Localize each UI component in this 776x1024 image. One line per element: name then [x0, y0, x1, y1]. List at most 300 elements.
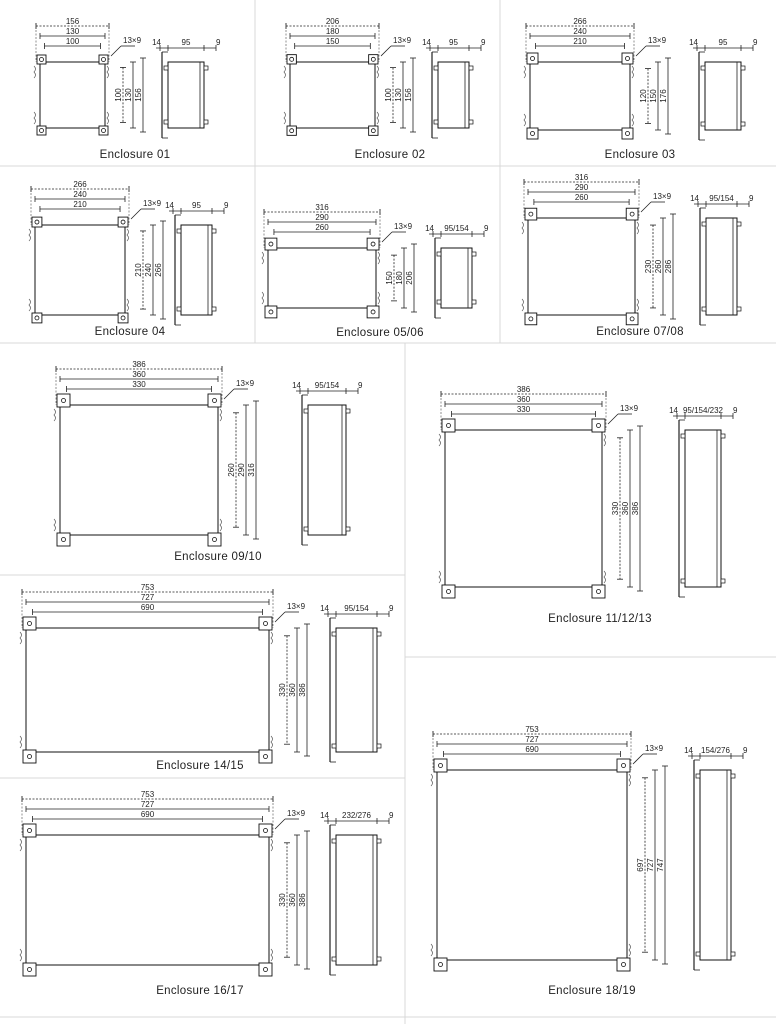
enclosure-e01-side-hinge: [164, 120, 168, 124]
enclosure-e0506-height-dim-label: 150: [385, 271, 394, 285]
enclosure-e1415-side-hinge: [332, 632, 336, 636]
enclosure-e0708-height-dim-label: 260: [654, 259, 663, 274]
enclosure-e1415-side-body: [336, 628, 377, 752]
enclosure-e1819-front-body: [437, 770, 627, 960]
enclosure-e1819-latch-mark: [431, 944, 433, 956]
enclosure-e02-title: Enclosure 02: [354, 149, 426, 161]
enclosure-e02-height-dim-label: 156: [404, 88, 413, 102]
enclosure-e0910-side-view: [292, 381, 363, 545]
enclosure-e04-side-latch: [212, 307, 216, 311]
enclosure-e02-height-dim-label: 130: [394, 88, 403, 102]
enclosure-e1617-title: Enclosure 16/17: [156, 985, 244, 997]
enclosure-e1617-mounting-hole: [28, 968, 32, 972]
enclosure-e1415-height-dim-label: 386: [298, 683, 307, 697]
enclosure-e0910-width-dim-label: 386: [132, 360, 146, 369]
enclosure-e0506-side-dims: [425, 224, 489, 237]
enclosure-e0506-front-body: [268, 248, 376, 308]
enclosure-e111213-side-latch: [721, 579, 725, 583]
enclosure-e0506-width-dim-label: 260: [315, 223, 329, 232]
enclosure-e03-mounting-hole: [531, 57, 535, 61]
enclosure-e01-bolt-spec-label: 13×9: [123, 36, 142, 45]
enclosure-e0708-side-body: [706, 218, 737, 315]
enclosure-e0910-latch-mark: [220, 409, 222, 421]
enclosure-e03-side-dim-lid: 9: [753, 38, 758, 47]
enclosure-e1617-latch-mark: [271, 839, 273, 851]
enclosure-e1819-side-dim-lid: 9: [743, 746, 748, 755]
enclosure-e0506-latch-mark: [378, 292, 380, 304]
enclosure-e02-width-dim-label: 150: [325, 37, 340, 46]
enclosure-e03-side-latch: [741, 66, 745, 70]
enclosure-e0708-mounting-hole: [630, 212, 634, 216]
enclosure-e03-mounting-hole: [531, 132, 535, 136]
enclosure-e111213-side-body: [685, 430, 721, 587]
enclosure-e02-side-latch: [469, 66, 473, 70]
enclosure-e111213-latch-mark: [439, 434, 441, 446]
enclosure-e111213-width-dim-2: [452, 405, 596, 417]
enclosure-e03-latch-mark: [524, 66, 526, 78]
enclosure-e01-side-latch: [204, 66, 208, 70]
enclosure-e1415-side-dims: [320, 604, 394, 617]
enclosure-e02-mounting-hole: [371, 57, 375, 61]
enclosure-e1415-side-view: [320, 604, 394, 762]
enclosure-e01-mounting-hole: [102, 129, 106, 133]
enclosure-e02-side-view: [422, 38, 486, 138]
enclosure-e0910-title: Enclosure 09/10: [174, 551, 262, 563]
enclosure-e1617-width-dim-label: 753: [140, 790, 155, 799]
enclosure-e1415-width-dim-label: 727: [140, 593, 155, 602]
enclosure-e111213-height-dim-label: 386: [631, 501, 640, 516]
enclosure-e02-width-dim-label: 206: [325, 17, 340, 26]
enclosure-e02-side-body: [438, 62, 469, 128]
enclosure-e04-side-body: [181, 225, 212, 315]
enclosure-e04-mounting-hole: [121, 220, 125, 224]
enclosure-e03-height-dim-2: [659, 58, 671, 134]
enclosure-e03-side-hinge: [701, 66, 705, 70]
enclosure-e04-height-dim-2: [154, 221, 166, 319]
enclosure-e111213-height-dim-label: 330: [611, 501, 620, 516]
enclosure-e0708-height-dim-label: 230: [644, 259, 653, 274]
enclosure-e02-width-dim-2: [295, 37, 371, 49]
enclosure-e03-height-dim-label: 150: [649, 89, 658, 103]
enclosure-e0506-mounting-hole: [371, 310, 375, 314]
enclosure-e01-width-dim-2: [45, 37, 101, 49]
enclosure-e0506-side-body: [441, 248, 472, 308]
enclosure-e02-side-latch: [469, 120, 473, 124]
enclosure-e04-side-latch: [212, 229, 216, 233]
enclosure-e03-latch-mark: [524, 114, 526, 126]
enclosure-e111213-latch-mark: [604, 571, 606, 583]
enclosure-e1617-bolt-spec-label: 13×9: [287, 809, 306, 818]
enclosure-e03-latch-mark: [632, 66, 634, 78]
enclosure-e1617-side-latch: [377, 957, 381, 961]
enclosure-e0708: [522, 173, 754, 338]
enclosure-e01-side-dims: [152, 38, 221, 51]
enclosure-e1415-side-latch: [377, 632, 381, 636]
enclosure-e1819-mounting-hole: [622, 764, 626, 768]
enclosure-e1617-width-dim-2: [33, 810, 263, 822]
enclosure-e04-mounting-hole: [35, 316, 39, 320]
enclosure-e1415-front-body: [26, 628, 269, 752]
enclosure-e1819-width-dim-label: 690: [525, 745, 539, 754]
enclosure-e1415-latch-mark: [20, 736, 22, 748]
enclosure-e0506-width-dim-label: 290: [315, 213, 329, 222]
enclosure-e01-side-dim-depth: 95: [181, 38, 191, 47]
enclosure-e04-side-dim-lid: 9: [224, 201, 229, 210]
enclosure-e03-bolt-spec-label: 13×9: [648, 36, 667, 45]
enclosure-e0708-width-dim-label: 260: [574, 193, 589, 202]
enclosure-e01-latch-mark: [107, 112, 109, 124]
enclosure-e01-side-dim-lid: 9: [216, 38, 221, 47]
enclosure-e01-width-dim-label: 156: [65, 17, 80, 26]
enclosure-e0910-side-latch: [346, 527, 350, 531]
enclosure-e04-title: Enclosure 04: [94, 326, 166, 338]
enclosure-e1617-side-hinge: [332, 957, 336, 961]
enclosure-e03-mounting-hole: [626, 132, 630, 136]
enclosure-e0708-side-view: [690, 194, 754, 325]
enclosure-e1415-width-dim-label: 753: [140, 583, 155, 592]
enclosure-e0708-bolt-leader: [641, 202, 651, 212]
enclosure-e02-side-hinge: [434, 66, 438, 70]
enclosure-e02-side-dim-flange: 14: [422, 38, 431, 47]
enclosure-e02-latch-mark: [284, 112, 286, 124]
enclosure-e0708-latch-mark: [522, 299, 524, 311]
enclosure-e0506-side-dim-lid: 9: [484, 224, 489, 233]
enclosure-e02-mounting-hole: [290, 129, 294, 133]
enclosure-e02-mounting-hole: [371, 129, 375, 133]
enclosure-e1617-height-dim-label: 330: [278, 893, 287, 907]
enclosure-e01-bolt-leader: [111, 46, 121, 56]
enclosure-e0708-latch-mark: [637, 222, 639, 234]
enclosure-e0506-latch-mark: [378, 252, 380, 264]
enclosure-e0910-mounting-hole: [62, 538, 66, 542]
enclosure-e1617-bolt-leader: [275, 819, 285, 829]
enclosure-e0910-side-dim-lid: 9: [358, 381, 363, 390]
enclosure-e01-width-dim-label: 130: [65, 27, 80, 36]
enclosure-e1415-side-latch: [377, 744, 381, 748]
enclosure-e0506-latch-mark: [262, 292, 264, 304]
enclosure-e02-side-hinge: [434, 120, 438, 124]
enclosure-e0506-side-latch: [472, 252, 476, 256]
enclosure-e0910-height-dim-label: 316: [247, 463, 256, 477]
enclosure-e04: [29, 180, 229, 338]
enclosure-e111213-side-view: [669, 406, 738, 597]
enclosure-e04-latch-mark: [127, 229, 129, 241]
enclosure-e03-mounting-hole: [626, 57, 630, 61]
enclosure-e1819-height-dim-label: 697: [636, 858, 645, 872]
enclosure-e1819: [431, 725, 748, 997]
enclosure-e0708-side-hinge: [702, 307, 706, 311]
enclosure-e03-title: Enclosure 03: [604, 149, 676, 161]
enclosure-e0910-front-body: [60, 405, 218, 535]
enclosure-e0506-side-dim-flange: 14: [425, 224, 434, 233]
enclosure-e1819-mounting-hole: [622, 963, 626, 967]
enclosure-e1617-latch-mark: [271, 949, 273, 961]
enclosure-e03-height-dim-label: 176: [659, 89, 668, 103]
enclosure-e0506-height-dim-label: 180: [395, 271, 404, 285]
enclosure-e111213-bolt-spec-label: 13×9: [620, 404, 639, 413]
enclosure-e1819-bolt-spec-label: 13×9: [645, 744, 664, 753]
enclosure-e1819-latch-mark: [431, 774, 433, 786]
enclosure-e01-height-dim-label: 130: [124, 88, 133, 102]
enclosure-e0910-bolt-leader: [224, 389, 234, 399]
enclosure-e0910-height-dim-2: [247, 401, 259, 539]
enclosure-e1415-height-dim-label: 330: [278, 683, 287, 697]
enclosure-e0506-height-dim-2: [405, 244, 417, 312]
enclosure-e04-side-hinge: [177, 229, 181, 233]
enclosure-e03-front-body: [530, 62, 630, 130]
enclosure-e1415-height-dim-2: [298, 624, 310, 756]
enclosure-e1617-side-dims: [320, 811, 394, 824]
enclosure-e0506-side-hinge: [437, 300, 441, 304]
enclosure-e0708-front-body: [528, 218, 635, 315]
enclosure-e0708-bolt-spec-label: 13×9: [653, 192, 672, 201]
enclosure-e02-side-dims: [422, 38, 486, 51]
enclosure-e0910-mounting-hole: [213, 399, 217, 403]
enclosure-e1415-latch-mark: [271, 632, 273, 644]
enclosure-e02-bolt-spec-label: 13×9: [393, 36, 412, 45]
enclosure-e0708-title: Enclosure 07/08: [596, 326, 684, 338]
enclosure-e1819-mounting-hole: [439, 963, 443, 967]
enclosure-e02-latch-mark: [377, 112, 379, 124]
enclosure-e0506-width-dim-2: [274, 223, 370, 235]
enclosure-e03-side-body: [705, 62, 741, 130]
enclosure-e0910-side-hinge: [304, 409, 308, 413]
enclosure-e1819-side-body: [700, 770, 731, 960]
enclosure-e1819-side-hinge: [696, 952, 700, 956]
enclosure-e03-height-dim-label: 120: [639, 89, 648, 103]
enclosure-e1617: [20, 790, 394, 997]
enclosure-e1415-side-dim-flange: 14: [320, 604, 329, 613]
enclosure-e04-mounting-hole: [121, 316, 125, 320]
enclosure-e0506-mounting-hole: [269, 242, 273, 246]
enclosure-e1819-side-hinge: [696, 774, 700, 778]
enclosure-e111213-height-dim-label: 360: [621, 501, 630, 516]
enclosure-e111213-mounting-hole: [447, 590, 451, 594]
enclosure-e111213-width-dim-label: 360: [516, 395, 531, 404]
enclosure-e0910-side-dim-depth: 95/154: [314, 381, 340, 390]
enclosure-e1617-side-view: [320, 811, 394, 975]
enclosure-e0708-width-dim-label: 316: [574, 173, 589, 182]
enclosure-e0708-latch-mark: [637, 299, 639, 311]
enclosure-e01-latch-mark: [34, 66, 36, 78]
enclosure-e01-side-dim-flange: 14: [152, 38, 161, 47]
enclosure-e04-latch-mark: [29, 229, 31, 241]
enclosure-e0910-side-hinge: [304, 527, 308, 531]
enclosure-e03-side-dim-depth: 95: [718, 38, 728, 47]
enclosure-e04-latch-mark: [127, 299, 129, 311]
enclosure-e01-latch-mark: [107, 66, 109, 78]
enclosure-e1819-width-dim-label: 727: [525, 735, 539, 744]
enclosure-e1617-side-hinge: [332, 839, 336, 843]
enclosure-e04-width-dim-label: 210: [73, 200, 87, 209]
enclosure-e1819-height-dim-label: 747: [656, 858, 665, 872]
enclosure-e02-mounting-hole: [290, 57, 294, 61]
enclosure-e1415-bolt-spec-label: 13×9: [287, 602, 306, 611]
enclosure-e04-mounting-hole: [35, 220, 39, 224]
enclosure-e03-side-dim-flange: 14: [689, 38, 698, 47]
enclosure-e0506-side-latch: [472, 300, 476, 304]
enclosure-e111213-mounting-hole: [447, 424, 451, 428]
enclosure-e1415-latch-mark: [271, 736, 273, 748]
enclosure-e02-bolt-leader: [381, 46, 391, 56]
enclosure-e0910-height-dim-label: 290: [237, 463, 246, 477]
enclosure-e1819-side-dim-depth: 154/276: [701, 746, 730, 755]
enclosure-e0708-side-dim-lid: 9: [749, 194, 754, 203]
enclosure-e0910-width-dim-label: 330: [132, 380, 146, 389]
enclosure-e0910-side-dim-flange: 14: [292, 381, 301, 390]
enclosure-e1617-latch-mark: [20, 949, 22, 961]
enclosure-e1415-width-dim-2: [33, 603, 263, 615]
enclosure-e0506-side-hinge: [437, 252, 441, 256]
enclosure-e111213-front-body: [445, 430, 602, 587]
enclosure-e03-side-view: [689, 38, 758, 140]
enclosure-e1819-side-view: [684, 746, 748, 970]
enclosure-e04-side-dim-depth: 95: [192, 201, 201, 210]
enclosure-e04-width-dim-label: 266: [73, 180, 87, 189]
enclosure-e111213-latch-mark: [439, 571, 441, 583]
enclosure-e0708-height-dim-2: [664, 214, 676, 319]
enclosure-e0708-side-dim-flange: 14: [690, 194, 699, 203]
enclosure-e03-side-latch: [741, 122, 745, 126]
enclosure-e111213-latch-mark: [604, 434, 606, 446]
enclosure-e0910-height-dim-label: 260: [227, 463, 236, 477]
enclosure-e111213-mounting-hole: [597, 424, 601, 428]
enclosure-e0506-side-dim-depth: 95/154: [444, 224, 469, 233]
enclosure-e0506-mounting-hole: [269, 310, 273, 314]
enclosure-e0708-side-dims: [690, 194, 754, 207]
enclosure-e1415-mounting-hole: [264, 622, 268, 626]
enclosure-e04-front-body: [35, 225, 125, 315]
enclosure-e02-height-dim-label: 100: [384, 88, 393, 102]
enclosure-e111213-side-hinge: [681, 579, 685, 583]
enclosure-e03-side-dims: [689, 38, 758, 51]
enclosure-e111213-side-dims: [669, 406, 738, 419]
enclosure-e0910-mounting-hole: [213, 538, 217, 542]
enclosure-e03-width-dim-2: [536, 37, 625, 49]
enclosure-e111213: [439, 385, 738, 625]
enclosure-e111213-width-dim-label: 386: [516, 385, 531, 394]
enclosure-e1819-latch-mark: [629, 944, 631, 956]
enclosure-e01-title: Enclosure 01: [99, 149, 171, 161]
enclosure-e02-front-body: [290, 62, 375, 128]
enclosure-e01-height-dim-2: [134, 58, 146, 132]
enclosure-e1415-mounting-hole: [28, 622, 32, 626]
enclosure-e1819-mounting-hole: [439, 764, 443, 768]
enclosure-e02-latch-mark: [284, 66, 286, 78]
enclosure-e01-side-latch: [204, 120, 208, 124]
enclosure-e0910-latch-mark: [54, 519, 56, 531]
enclosure-e1819-side-latch: [731, 774, 735, 778]
enclosure-e04-height-dim-label: 210: [134, 263, 143, 277]
enclosure-e1415-mounting-hole: [264, 755, 268, 759]
enclosure-e1415-side-hinge: [332, 744, 336, 748]
enclosure-e1819-width-dim-label: 753: [525, 725, 539, 734]
enclosure-e1617-side-latch: [377, 839, 381, 843]
enclosure-e0708-latch-mark: [522, 222, 524, 234]
enclosure-e1819-side-latch: [731, 952, 735, 956]
enclosure-e02-side-dim-lid: 9: [481, 38, 486, 47]
enclosure-e01-side-view: [152, 38, 221, 138]
enclosure-e1415-mounting-hole: [28, 755, 32, 759]
enclosure-e1617-width-dim-label: 727: [140, 800, 155, 809]
enclosure-e1819-title: Enclosure 18/19: [548, 985, 636, 997]
enclosure-e1415-title: Enclosure 14/15: [156, 760, 244, 772]
enclosure-e01-latch-mark: [34, 112, 36, 124]
enclosure-e111213-side-dim-lid: 9: [733, 406, 738, 415]
enclosure-e01-mounting-hole: [40, 58, 44, 62]
enclosure-e1819-side-dim-flange: 14: [684, 746, 693, 755]
enclosure-e01-mounting-hole: [40, 129, 44, 133]
enclosure-e02-height-dim-2: [404, 58, 416, 132]
enclosure-e01-mounting-hole: [102, 58, 106, 62]
enclosure-e111213-width-dim-label: 330: [516, 405, 531, 414]
enclosure-e0506-height-dim-label: 206: [405, 271, 414, 285]
enclosure-e0708-side-latch: [737, 222, 741, 226]
enclosure-e1617-side-body: [336, 835, 377, 965]
enclosure-e03-bolt-leader: [636, 46, 646, 56]
enclosure-e111213-side-hinge: [681, 434, 685, 438]
enclosure-e0708-mounting-hole: [529, 212, 533, 216]
enclosure-e0910-width-dim-label: 360: [132, 370, 146, 379]
enclosure-e04-bolt-spec-label: 13×9: [143, 199, 162, 208]
enclosure-e0506-width-dim-label: 316: [315, 203, 329, 212]
enclosure-e1617-side-dim-lid: 9: [389, 811, 394, 820]
enclosure-e01-height-dim-label: 100: [114, 88, 123, 102]
enclosure-e04-width-dim-label: 240: [73, 190, 87, 199]
enclosure-e02: [284, 17, 486, 161]
enclosure-e1819-bolt-leader: [633, 754, 643, 764]
enclosure-e04-latch-mark: [29, 299, 31, 311]
enclosure-e1819-latch-mark: [629, 774, 631, 786]
enclosure-e1819-height-dim-label: 727: [646, 858, 655, 872]
enclosure-e1617-side-dim-flange: 14: [320, 811, 329, 820]
enclosure-e04-side-hinge: [177, 307, 181, 311]
enclosure-e01-width-dim-label: 100: [65, 37, 80, 46]
enclosure-e1617-mounting-hole: [264, 968, 268, 972]
enclosure-e03-latch-mark: [632, 114, 634, 126]
enclosure-e0910-side-latch: [346, 409, 350, 413]
enclosure-e1415-latch-mark: [20, 632, 22, 644]
enclosure-e03: [524, 17, 758, 161]
enclosure-e1617-height-dim-label: 386: [298, 893, 307, 907]
enclosure-e0910-bolt-spec-label: 13×9: [236, 379, 255, 388]
enclosure-e1415: [20, 583, 394, 772]
enclosure-e1617-mounting-hole: [264, 829, 268, 833]
enclosure-e0910-latch-mark: [54, 409, 56, 421]
enclosure-e0910-side-dims: [292, 381, 363, 394]
enclosure-e0910-latch-mark: [220, 519, 222, 531]
enclosure-e03-width-dim-label: 266: [573, 17, 587, 26]
enclosure-e1617-front-body: [26, 835, 269, 965]
enclosure-e0506-side-view: [425, 224, 489, 318]
enclosure-e01-side-body: [168, 62, 204, 128]
enclosure-e1617-mounting-hole: [28, 829, 32, 833]
enclosure-e111213-height-dim-2: [631, 426, 643, 591]
enclosure-e01-height-dim-label: 156: [134, 88, 143, 102]
enclosure-e0708-side-latch: [737, 307, 741, 311]
enclosure-e1415-bolt-leader: [275, 612, 285, 622]
enclosure-e0910-mounting-hole: [62, 399, 66, 403]
enclosure-e1819-side-dims: [684, 746, 748, 759]
enclosure-e04-bolt-leader: [131, 209, 141, 219]
enclosure-e1617-height-dim-2: [298, 831, 310, 969]
enclosure-e0708-side-hinge: [702, 222, 706, 226]
enclosure-e0506-mounting-hole: [371, 242, 375, 246]
enclosure-e1415-width-dim-label: 690: [140, 603, 155, 612]
enclosure-e1415-side-dim-lid: 9: [389, 604, 394, 613]
enclosure-e0708-side-dim-depth: 95/154: [709, 194, 734, 203]
enclosure-e04-side-dims: [165, 201, 229, 214]
